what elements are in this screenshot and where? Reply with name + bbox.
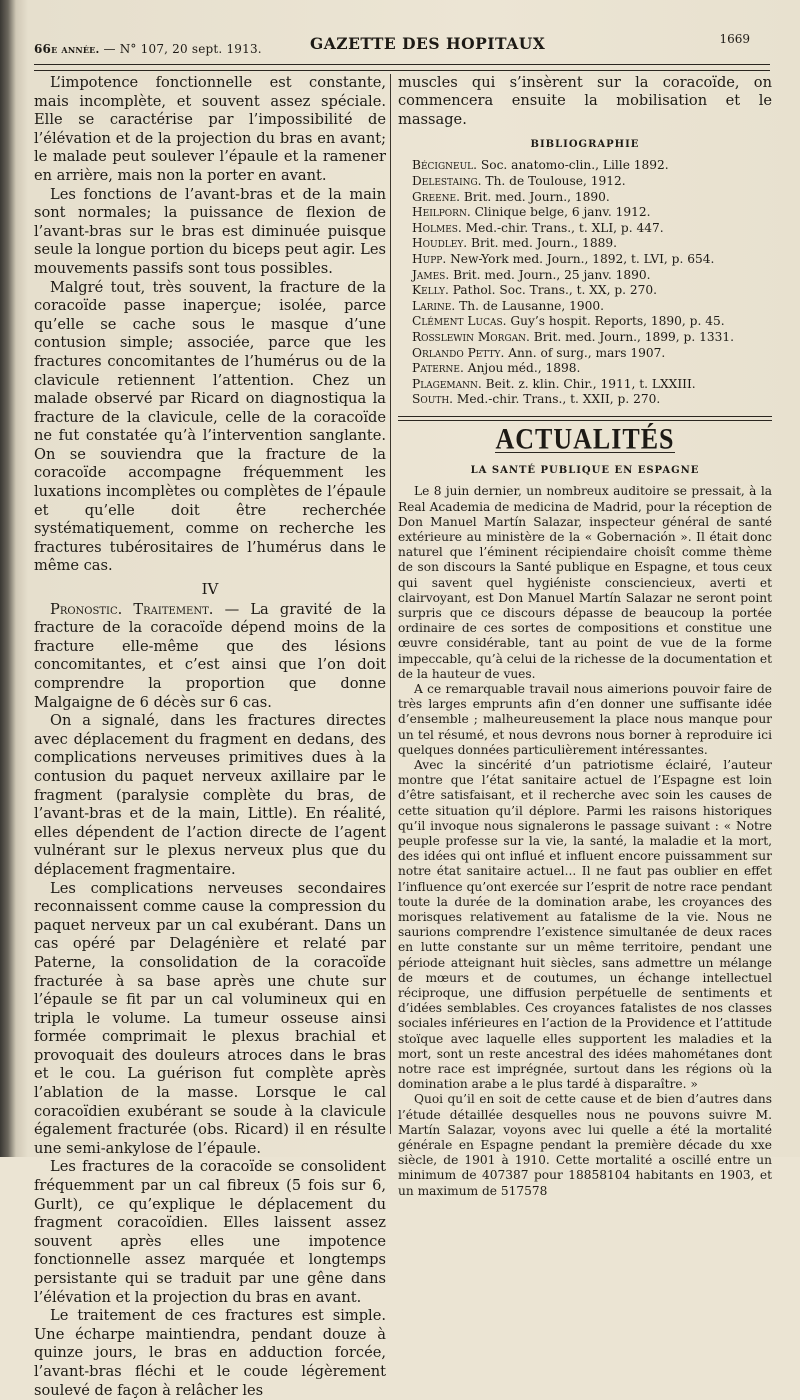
header-rule-secondary [34, 70, 770, 71]
list-item: Paterne. Anjou méd., 1898. [412, 361, 581, 376]
list-item: James. Brit. med. Journ., 25 janv. 1890. [412, 267, 651, 282]
paragraph: Les fonctions de l’avant-bras et de la main sont normales; la puissance de flexion de l’avant-bras sur le bras est diminuée puisque seule la longue portion du biceps peut agir. Les mouvements passifs sont tous possibles. [34, 185, 386, 277]
list-item: Hupp. New-York med. Journ., 1892, t. LVI, p. 654. [412, 251, 715, 266]
list-item: Orlando Petty. Ann. of surg., mars 1907. [412, 345, 666, 360]
list-item: Larine. Th. de Lausanne, 1900. [412, 298, 605, 313]
actualites-heading: ACTUALITÉS [495, 421, 675, 456]
bibliography-title: BIBLIOGRAPHIE [530, 139, 640, 151]
section-lead-paragraph: Pronostic. Traitement. — La gravité de la fracture de la coracoïde dépend moins de la fracture elle-même que des lésions concomitantes, et c’est ainsi que l’on doit comprendre la proportion que donne Malgaigne de 6 décès sur 6 cas. [34, 600, 386, 711]
journal-title: GAZETTE DES HOPITAUX [310, 34, 546, 53]
section-rule [398, 416, 772, 417]
list-item: Rosslewin Morgan. Brit. med. Journ., 1899, p. 1331. [412, 329, 734, 344]
paragraph: Quoi qu’il en soit de cette cause et de bien d’autres dans l’étude détaillée desquelles nous ne pouvons suivre M. Martín Salazar, voyons avec lui quelle a été la mortalité générale en Espagne pendant la première décade du xxe siècle, de 1901 à 1910. Cette mortalité a oscillé entre un minimum de 407387 pour 18858104 habitants en 1903, et un maximum de 517578 [398, 1092, 772, 1198]
list-item: Plagemann. Beit. z. klin. Chir., 1911, t. LXXIII. [412, 376, 696, 391]
paragraph: Avec la sincérité d’un patriotisme éclairé, l’auteur montre que l’état sanitaire actuel de l’Espagne est loin d’être satisfaisant, et il recherche avec soin les causes de cette situation qu’il déplore. Parmi les raisons historiques qu’il invoque nous signalerons le passage suivant : « Notre peuple professe sur la vie, la santé, la maladie et la mort, des idées qui ont influé et influent encore puissamment sur notre état sanitaire actuel... Il ne faut pas oublier en effet l’influence qu’ont exercée sur l’esprit de notre race pendant toute la durée de la domination arabe, les croyances des morisques relativement au fatalisme de la vie. Nous ne saurions comprendre l’existence simultanée de deux races en lutte constante sur un même territoire, pendant une période atteignant huit siècles, sans admettre un mélange de mœurs et de coutumes, un échange intellectuel réciproque, une diffusion perpétuelle de sentiments et d’idées semblables. Ces croyances fatalistes de nos classes sociales inférieures en l’action de la Providence et l’attitude stoïque avec laquelle elles supportent les maladies et la mort, sont un reste ancestral des idées mahométanes dont notre race est imprégnée, surtout dans les régions où la domination arabe a le plus tardé à disparaître. » [398, 757, 772, 1092]
list-item: Holmes. Med.-chir. Trans., t. XLI, p. 447. [412, 220, 664, 235]
paragraph: Les complications nerveuses secondaires reconnaissent comme cause la compression du paquet nerveux par un cal exubérant. Dans un cas opéré par Delagénière et relaté par Paterne, la consolidation de la coracoïde fracturée à sa base après une chute sur l’épaule se fit par un cal volumineux qui en tripla le volume. La tumeur osseuse ainsi formée comprimait le plexus brachial et provoquait des douleurs atroces dans le bras et le cou. La guérison fut complète après l’ablation de la masse. Lorsque le cal coracoïdien exubérant se soude à la clavicule également fracturée (obs. Ricard) il en résulte une semi-ankylose de l’épaule. [34, 879, 386, 1157]
list-item: Clément Lucas. Guy’s hospit. Reports, 1890, p. 45. [412, 314, 725, 329]
list-item: Houdley. Brit. med. Journ., 1889. [412, 236, 617, 251]
paragraph-continuation: muscles qui s’insèrent sur la coracoïde, on commencera ensuite la mobilisation et le massage. [398, 74, 772, 128]
paragraph: Les fractures de la coracoïde se consolident fréquemment par un cal fibreux (5 fois sur 6, Gurlt), ce qu’explique le déplacement du fragment coracoïdien. Elles laissent assez souvent après elles une impotence fonctionnelle assez marquée et longtemps persistante qui se traduit par une gêne dans l’élévation et la projection du bras en avant. [34, 1158, 386, 1306]
right-column [398, 74, 772, 1199]
section-rule-secondary [398, 420, 772, 421]
paragraph: On a signalé, dans les fractures directes avec déplacement du fragment en dedans, des complications nerveuses primitives dues à la contusion du paquet nerveux axillaire par le fragment (paralysie complète du bras, de l’avant-bras et de la main, Little). En réalité, elles dépendent de l’action directe de l’agent vulnérant sur le plexus nerveux plus que du déplacement fragmentaire. [34, 712, 386, 878]
article-title: LA SANTÉ PUBLIQUE EN ESPAGNE [470, 465, 700, 477]
left-column [34, 74, 386, 1400]
page-number: 1669 [719, 32, 750, 46]
paragraph: Le 8 juin dernier, un nombreux auditoire se pressait, à la Real Academia de medicina de Madrid, pour la réception de Don Manuel Martín Salazar, inspecteur général de santé extérieure au ministère de la « Gobernación ». Il était donc naturel que l’éminent récipiendaire choisît comme thème de son discours la Santé publique en Espagne, et tous ceux qui savent quel hygiéniste consciencieux, averti et clairvoyant, est Don Manuel Martín Salazar ne seront point surpris que ce discours dépasse de beaucoup la portée ordinaire de ces sortes de compositions et constitue une œuvre considérable, tant au point de vue de la forme impeccable, qu’à celui de la richesse de la documentation et de la hauteur de vues. [398, 484, 772, 681]
issue-info: 66e année. — N° 107, 20 sept. 1913. [34, 42, 262, 56]
running-header [34, 30, 760, 60]
paragraph: Malgré tout, très souvent, la fracture de la coracoïde passe inaperçue; isolée, parce qu’elle se cache sous le masque d’une contusion simple; associée, parce que les fractures concomitantes de l’humérus ou de la clavicule retiennent l’attention. Chez un malade observé par Ricard on diagnostiqua la fracture de la clavicule, celle de la coracoïde ne fut constatée qu’à l’intervention sanglante. On se souviendra que la fracture de la coracoïde accompagne fréquemment les luxations incomplètes ou complètes de l’épaule et qu’elle doit être recherchée systématiquement, comme on recherche les fractures tubérositaires de l’humérus dans le même cas. [34, 278, 386, 575]
paragraph: L’impotence fonctionnelle est constante, mais incomplète, et souvent assez spéciale. Elle se caractérise par l’impossibilité de l’élévation et de la projection du bras en avant; le malade peut soulever l’épaule et la ramener en arrière, mais non la porter en avant. [34, 74, 386, 184]
section-lead-title: Pronostic. Traitement. [50, 600, 214, 618]
list-item: Bécigneul. Soc. anatomo-clin., Lille 1892. [412, 158, 669, 173]
list-item: Kelly. Pathol. Soc. Trans., t. XX, p. 270. [412, 283, 658, 298]
list-item: Greene. Brit. med. Journ., 1890. [412, 189, 610, 204]
list-item: South. Med.-chir. Trans., t. XXII, p. 270. [412, 392, 661, 407]
paragraph: Le traitement de ces fractures est simple. Une écharpe maintiendra, pendant douze à quinze jours, le bras en adduction forcée, l’avant-bras fléchi et le coude légèrement soulevé de façon à relâcher les [34, 1307, 386, 1399]
column-separator [390, 74, 391, 1134]
bibliography-list [398, 158, 772, 408]
list-item: Delestaing. Th. de Toulouse, 1912. [412, 174, 626, 189]
section-number: IV [201, 580, 219, 599]
list-item: Heilporn. Clinique belge, 6 janv. 1912. [412, 205, 651, 220]
paragraph: A ce remarquable travail nous aimerions pouvoir faire de très larges emprunts afin d’en donner une suffisante idée d’ensemble ; malheureusement la place nous manque pour un tel résumé, et nous devrons nous borner à reproduire ici quelques données particulièrement intéressantes. [398, 681, 772, 757]
header-rule [34, 64, 770, 65]
